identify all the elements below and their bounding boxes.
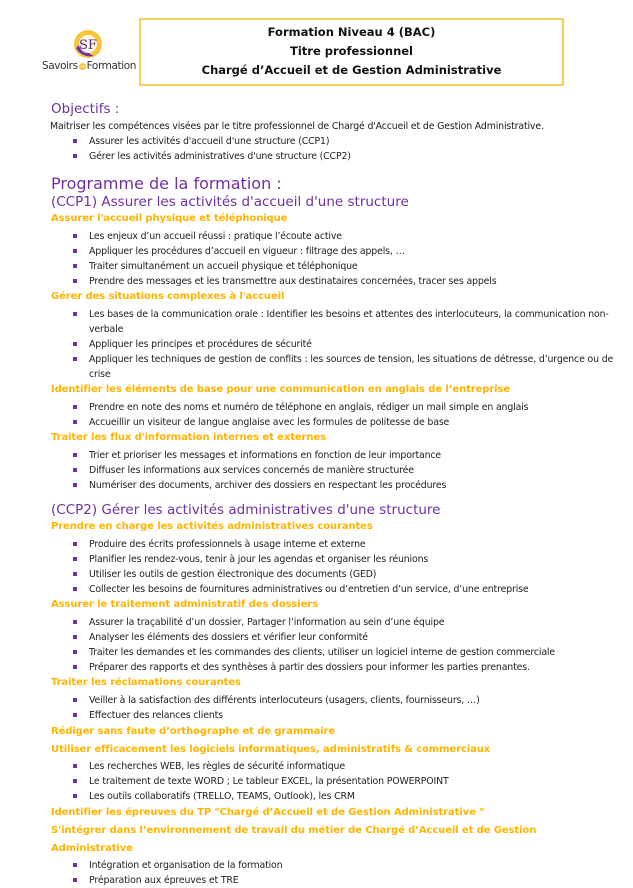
list-item-text: Appliquer les techniques de gestion de conflits : les sources de tension, les situations de détresse, d’urgence ou de crise (89, 354, 614, 380)
list-item-text: Prendre des messages et les transmettre aux destinataires concernées, tracer ses appels (89, 276, 497, 287)
ccp2-sections (51, 519, 621, 888)
list-item (73, 660, 621, 675)
section-list (51, 448, 621, 493)
bullet-icon (73, 357, 77, 361)
ccp2-heading: (CCP2) Gérer les activités administratives d'une structure (51, 502, 441, 518)
list-item (73, 858, 621, 873)
list-item (73, 400, 621, 415)
section-list (51, 229, 621, 289)
list-item-text: Planifier les rendez-vous, tenir à jour les agendas et organiser les réunions (89, 554, 429, 565)
list-item-text: Intégration et organisation de la formation (89, 860, 283, 871)
list-item (73, 537, 621, 552)
list-item-text: Effectuer des relances clients (89, 710, 223, 721)
list-item (73, 415, 621, 430)
section-heading: Traiter les réclamations courantes (51, 677, 241, 688)
bullet-icon (73, 878, 77, 882)
bullet-icon (73, 713, 77, 717)
bullet-icon (73, 264, 77, 268)
section-list (51, 858, 621, 888)
section-heading: Identifier les éléments de base pour une communication en anglais de l’entreprise (51, 384, 511, 395)
section-list (51, 400, 621, 430)
list-item-text: Les recherches WEB, les règles de sécurité informatique (89, 761, 345, 772)
list-item-text: Assurer les activités d'accueil d'une structure (CCP1) (89, 136, 330, 147)
list-item-text: Préparation aux épreuves et TRE (89, 875, 239, 886)
bullet-icon (73, 764, 77, 768)
list-item-text: Numériser des documents, archiver des dossiers en respectant les procédures (89, 480, 447, 491)
bullet-icon (73, 794, 77, 798)
list-item (73, 307, 621, 337)
ccp1-sections (51, 211, 621, 493)
list-item (73, 463, 621, 478)
list-item-text: Les enjeux d’un accueil réussi : pratique l’écoute active (89, 231, 342, 242)
list-item (73, 645, 621, 660)
bullet-icon (73, 650, 77, 654)
list-item-text: Les bases de la communication orale : Identifier les besoins et attentes des interlocuteurs, la communication non-verbale (89, 309, 609, 335)
bullet-icon (73, 620, 77, 624)
list-item-text: Le traitement de texte WORD ; Le tableur EXCEL, la présentation POWERPOINT (89, 776, 449, 787)
bullet-icon (73, 249, 77, 253)
list-item (73, 774, 621, 789)
list-item (73, 134, 621, 149)
list-item (73, 244, 621, 259)
bullet-icon (73, 405, 77, 409)
list-item (73, 789, 621, 804)
list-item (73, 630, 621, 645)
bullet-icon (73, 542, 77, 546)
title-type: Titre professionnel (289, 44, 413, 58)
logo (42, 28, 137, 78)
programme-heading: Programme de la formation : (51, 174, 282, 193)
bullet-icon (73, 635, 77, 639)
section-heading: Utiliser efficacement les logiciels informatiques, administratifs & commerciaux (51, 744, 491, 755)
list-item (73, 873, 621, 888)
list-item (73, 274, 621, 289)
list-item-text: Assurer la traçabilité d’un dossier, Partager l’information au sein d’une équipe (89, 617, 445, 628)
objectives-list (51, 134, 621, 164)
title-name: Chargé d’Accueil et de Gestion Administrative (201, 63, 502, 77)
list-item (73, 448, 621, 463)
list-item-text: Gérer les activités administratives d'une structure (CCP2) (89, 151, 351, 162)
bullet-icon (73, 779, 77, 783)
title-level: Formation Niveau 4 (BAC) (267, 25, 436, 39)
list-item-text: Produire des écrits professionnels à usage interne et externe (89, 539, 366, 550)
list-item (73, 149, 621, 164)
section-heading: Gérer des situations complexes à l'accueil (51, 291, 285, 302)
list-item-text: Utiliser les outils de gestion électronique des documents (GED) (89, 569, 377, 580)
section-list (51, 759, 621, 804)
bullet-icon (73, 698, 77, 702)
list-item-text: Prendre en note des noms et numéro de téléphone en anglais, rédiger un mail simple en anglais (89, 402, 529, 413)
list-item (73, 615, 621, 630)
list-item-text: Traiter les demandes et les commandes des clients, utiliser un logiciel interne de gestion commerciale (89, 647, 555, 658)
section-list (51, 537, 621, 597)
objectives-intro: Maitriser les compétences visées par le titre professionnel de Chargé d'Accueil et de Gestion Administrative. (50, 121, 544, 132)
list-item-text: Les outils collaboratifs (TRELLO, TEAMS, Outlook), les CRM (89, 791, 355, 802)
bullet-icon (73, 557, 77, 561)
list-item (73, 582, 621, 597)
bullet-icon (73, 139, 77, 143)
section-heading: S'intégrer dans l’environnement de travail du métier de Chargé d’Accueil et de Gestion Administrative (51, 825, 537, 854)
bullet-icon (73, 342, 77, 346)
bullet-icon (73, 279, 77, 283)
list-item-text: Trier et prioriser les messages et informations en fonction de leur importance (89, 450, 442, 461)
list-item (73, 352, 621, 382)
list-item-text: Appliquer les principes et procédures de sécurité (89, 339, 312, 350)
list-item (73, 708, 621, 723)
bullet-icon (73, 453, 77, 457)
list-item-text: Veiller à la satisfaction des différents interlocuteurs (usagers, clients, fournisseurs, …) (89, 695, 480, 706)
section-heading: Assurer le traitement administratif des dossiers (51, 599, 318, 610)
list-item (73, 567, 621, 582)
document-body (51, 100, 621, 888)
list-item (73, 759, 621, 774)
list-item-text: Traiter simultanément un accueil physique et téléphonique (89, 261, 358, 272)
list-item-text: Appliquer les procédures d’accueil en vigueur : filtrage des appels, … (89, 246, 405, 257)
bullet-icon (73, 420, 77, 424)
bullet-icon (73, 234, 77, 238)
section-heading: Identifier les épreuves du TP "Chargé d’Accueil et de Gestion Administrative " (51, 807, 485, 818)
bullet-icon (73, 483, 77, 487)
logo-name-part1: Savoirs (42, 60, 78, 72)
bullet-icon (73, 312, 77, 316)
logo-mark-text: SF (79, 38, 97, 53)
section-heading: Prendre en charge les activités administratives courantes (51, 521, 373, 532)
list-item (73, 693, 621, 708)
logo-wordmark (42, 60, 137, 72)
bullet-icon (73, 587, 77, 591)
list-item-text: Analyser les éléments des dossiers et vérifier leur conformité (89, 632, 368, 643)
list-item (73, 259, 621, 274)
list-item-text: Collecter les besoins de fournitures administratives ou d’entretien d’un service, d’une entreprise (89, 584, 529, 595)
logo-et: et (80, 64, 84, 69)
ccp1-heading: (CCP1) Assurer les activités d'accueil d'une structure (51, 194, 409, 210)
list-item-text: Accueillir un visiteur de langue anglaise avec les formules de politesse de base (89, 417, 450, 428)
title-box (139, 18, 564, 86)
section-heading: Rédiger sans faute d’orthographe et de grammaire (51, 726, 336, 737)
section-heading: Assurer l'accueil physique et téléphonique (51, 213, 288, 224)
objectives-heading: Objectifs : (51, 101, 120, 117)
section-list (51, 615, 621, 675)
bullet-icon (73, 468, 77, 472)
bullet-icon (73, 154, 77, 158)
list-item (73, 229, 621, 244)
list-item (73, 552, 621, 567)
section-heading: Traiter les flux d'information internes et externes (51, 432, 326, 443)
logo-name-part2: Formation (86, 60, 137, 72)
section-list (51, 307, 621, 382)
bullet-icon (73, 572, 77, 576)
list-item-text: Diffuser les informations aux services concernés de manière structurée (89, 465, 414, 476)
list-item-text: Préparer des rapports et des synthèses à partir des dossiers pour informer les parties prenantes. (89, 662, 530, 673)
section-list (51, 693, 621, 723)
logo-mark-icon (72, 28, 104, 60)
bullet-icon (73, 863, 77, 867)
list-item (73, 478, 621, 493)
bullet-icon (73, 665, 77, 669)
list-item (73, 337, 621, 352)
